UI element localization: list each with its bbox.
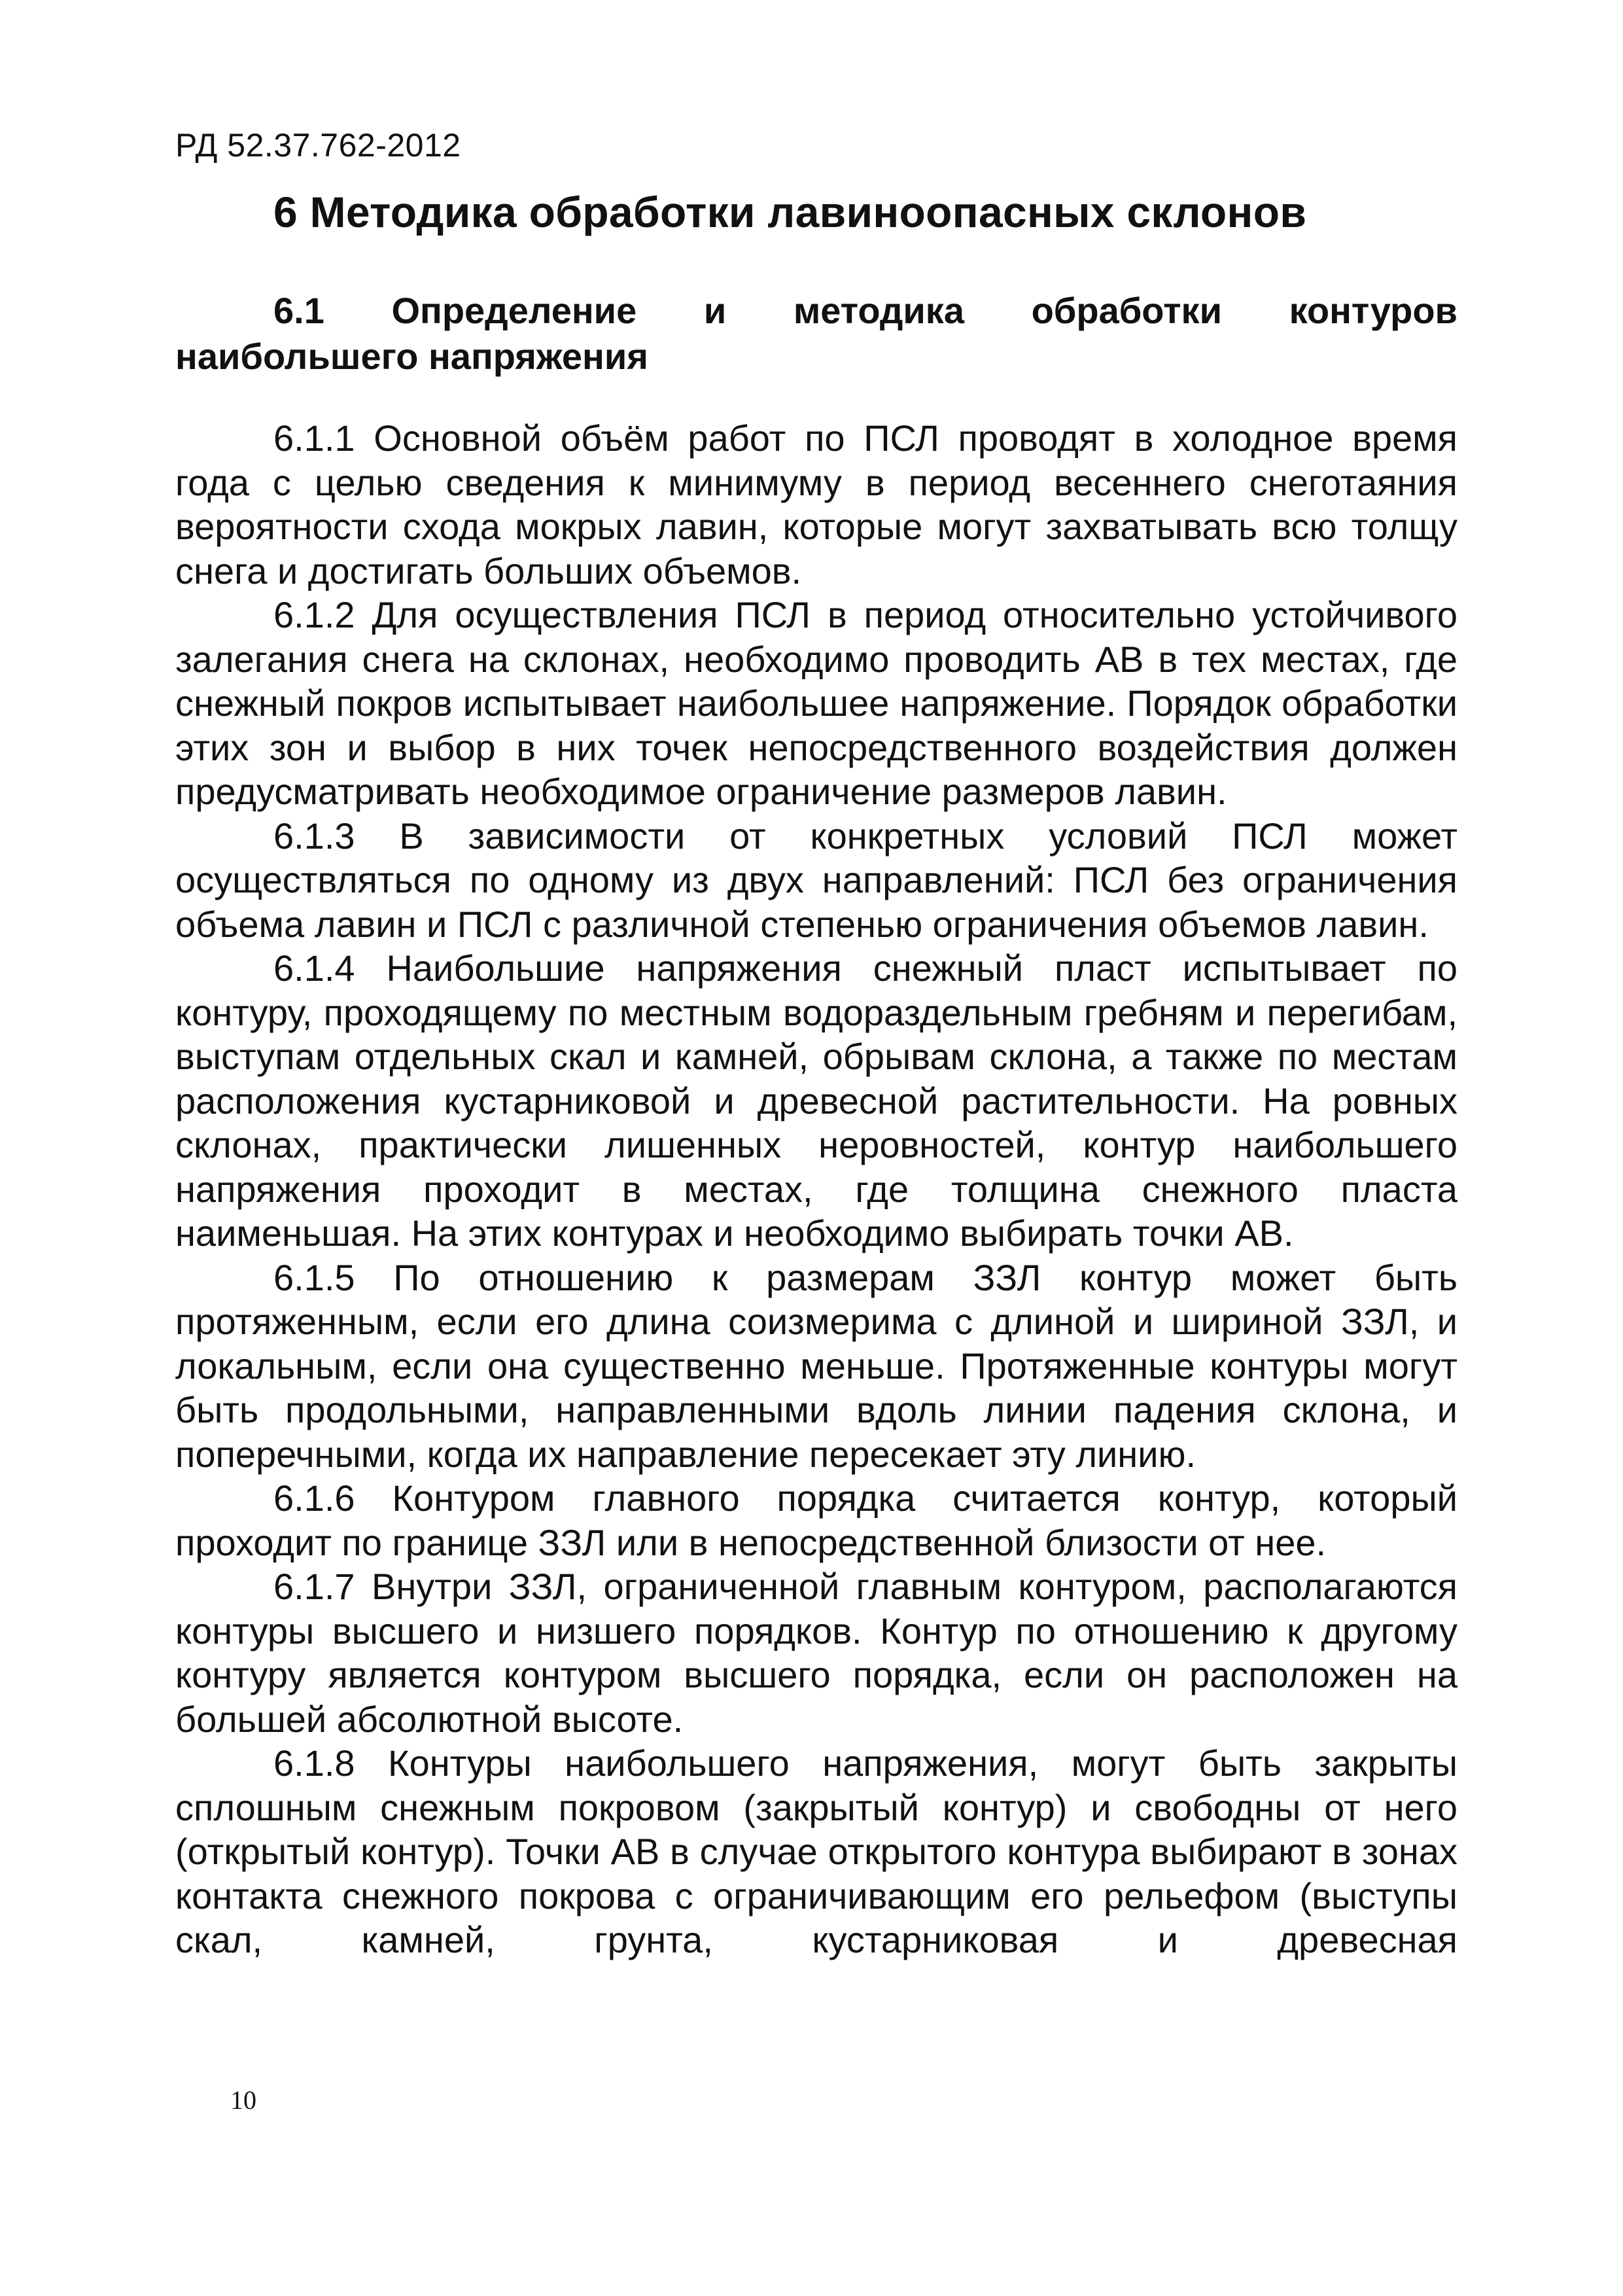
subsection-word: контуров (1289, 290, 1457, 331)
subsection-title-line-2: наибольшего напряжения (175, 336, 648, 377)
subsection-word: обработки (1031, 290, 1222, 331)
section-title: 6 Методика обработки лавиноопасных склонов (273, 188, 1307, 236)
paragraph-6-1-7: 6.1.7 Внутри ЗЗЛ, ограниченной главным контуром, располагаются контуры высшего и низшего порядков. Контур по отношению к другому контуру является контуром высшего порядка, если он расположен на большей абсолютной высоте. (175, 1566, 1457, 1740)
page-number: 10 (230, 2085, 256, 2115)
subsection-title (175, 288, 1457, 380)
paragraph-6-1-5: 6.1.5 По отношению к размерам ЗЗЛ контур может быть протяженным, если его длина соизмерима с длиной и шириной ЗЗЛ, и локальным, если она существенно меньше. Протяженные контуры могут быть продольными, направленными вдоль линии падения склона, и поперечными, когда их направление пересекает эту линию. (175, 1256, 1457, 1475)
paragraph-6-1-1: 6.1.1 Основной объём работ по ПСЛ проводят в холодное время года с целью сведения к минимуму в период весеннего снеготаяния вероятности схода мокрых лавин, которые могут захватывать всю толщу снега и достигать больших объемов. (175, 417, 1457, 592)
paragraph-6-1-3: 6.1.3 В зависимости от конкретных условий ПСЛ может осуществляться по одному из двух направлений: ПСЛ без ограничения объема лавин и ПСЛ с различной степенью ограничения объемов лавин. (175, 815, 1457, 945)
paragraph-6-1-2: 6.1.2 Для осуществления ПСЛ в период относительно устойчивого залегания снега на склонах, необходимо проводить АВ в тех местах, где снежный покров испытывает наибольшее напряжение. Порядок обработки этих зон и выбор в них точек непосредственного воздействия должен предусматривать необходимое ограничение размеров лавин. (175, 594, 1457, 812)
body-text (175, 416, 1457, 1962)
subsection-number: 6.1 (273, 290, 324, 331)
paragraph-6-1-6: 6.1.6 Контуром главного порядка считается контур, который проходит по границе ЗЗЛ или в непосредственной близости от нее. (175, 1477, 1457, 1563)
paragraph-6-1-4: 6.1.4 Наибольшие напряжения снежный пласт испытывает по контуру, проходящему по местным водораздельным гребням и перегибам, выступам отдельных скал и камней, обрывам склона, а также по местам расположения кустарниковой и древесной растительности. На ровных склонах, практически лишенных неровностей, контур наибольшего напряжения проходит в местах, где толщина снежного пласта наименьшая. На этих контурах и необходимо выбирать точки АВ. (175, 947, 1457, 1254)
subsection-title-line-1 (175, 288, 1457, 334)
subsection-word: методика (793, 290, 964, 331)
subsection-word: и (703, 290, 727, 331)
subsection-word: Определение (391, 290, 637, 331)
document-code: РД 52.37.762-2012 (175, 127, 461, 164)
paragraph-6-1-8: 6.1.8 Контуры наибольшего напряжения, могут быть закрыты сплошным снежным покровом (закрытый контур) и свободны от него (открытый контур). Точки АВ в случае открытого контура выбирают в зонах контакта снежного покрова с ограничивающим его рельефом (выступы скал, камней, грунта, кустарниковая и древесная (175, 1742, 1457, 1960)
